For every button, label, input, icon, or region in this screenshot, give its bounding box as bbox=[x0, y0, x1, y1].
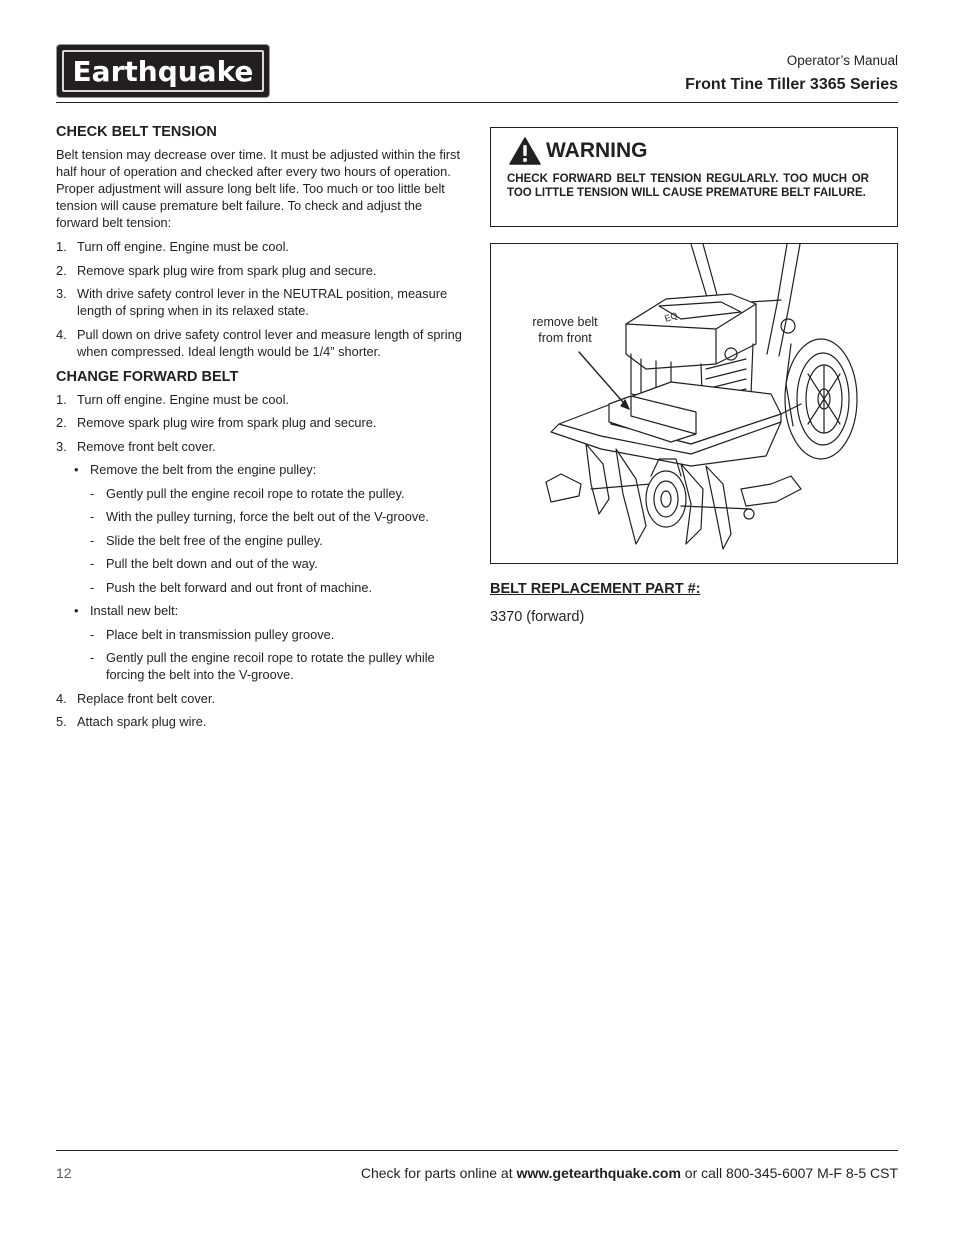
list-item: 3. With drive safety control lever in the NEUTRAL position, measure length of spring when in its relaxed state. bbox=[56, 286, 448, 318]
change-belt-heading: CHANGE FORWARD BELT bbox=[56, 368, 239, 385]
warning-text: CHECK FORWARD BELT TENSION REGULARLY. TOO MUCH OR TOO LITTLE TENSION WILL CAUSE PREMATURE BELT FAILURE. bbox=[507, 173, 869, 199]
list-item: 4. Pull down on drive safety control lever and measure length of spring when compressed. Ideal length would be 1/4” shorter. bbox=[56, 326, 462, 359]
list-item: 4. Replace front belt cover. bbox=[56, 690, 215, 706]
earthquake-logo bbox=[57, 45, 269, 97]
warning-title-row bbox=[509, 137, 648, 165]
bullet-item: • Install new belt: bbox=[74, 603, 179, 618]
warning-triangle-icon bbox=[509, 137, 541, 165]
header-series-title: Front Tine Tiller 3365 Series bbox=[685, 76, 898, 93]
part-value: 3370 (forward) bbox=[490, 609, 585, 625]
dash-item: - Place belt in transmission pulley groove. bbox=[90, 626, 335, 642]
footer-divider bbox=[56, 1150, 898, 1151]
website-link[interactable]: www.getearthquake.com bbox=[516, 1165, 681, 1181]
check-tension-intro: Belt tension may decrease over time. It must be adjusted within the first half hour of operation and checked after every two hours of operation. Proper adjustment will assure long belt life. Too much or too little belt tension will cause premature belt failure. To check and adjust the forward belt tension: bbox=[56, 147, 461, 230]
warning-box bbox=[490, 127, 898, 227]
list-item: 3. Remove front belt cover. bbox=[56, 438, 216, 454]
logo-text: Earthquake bbox=[62, 50, 264, 92]
left-column bbox=[56, 124, 468, 737]
page-number: 12 bbox=[56, 1165, 72, 1181]
footer-text: Check for parts online at www.getearthquake.com or call 800-345-6007 M-F 8-5 CST bbox=[360, 1165, 898, 1181]
part-heading: BELT REPLACEMENT PART #: bbox=[490, 581, 701, 597]
check-tension-steps bbox=[56, 238, 468, 360]
dash-item: - Gently pull the engine recoil rope to rotate the pulley while forcing the belt into the V-groove. bbox=[90, 650, 435, 682]
dash-item: - Gently pull the engine recoil rope to rotate the pulley. bbox=[90, 485, 405, 501]
list-item: 2. Remove spark plug wire from spark plug and secure. bbox=[56, 262, 377, 278]
dash-item: - Pull the belt down and out of the way. bbox=[90, 556, 318, 571]
dash-item: - Slide the belt free of the engine pulley. bbox=[90, 532, 323, 548]
list-item: 5. Attach spark plug wire. bbox=[56, 714, 207, 729]
change-belt-steps bbox=[56, 391, 468, 731]
warning-title: WARNING bbox=[546, 139, 648, 162]
header-divider bbox=[56, 102, 898, 103]
list-item: 2. Remove spark plug wire from spark plug and secure. bbox=[56, 415, 377, 430]
bullet-item: • Remove the belt from the engine pulley: bbox=[74, 462, 317, 477]
svg-text:EQ: EQ bbox=[663, 310, 679, 324]
figure-callout: remove belt from front bbox=[532, 315, 598, 345]
tiller-illustration bbox=[490, 243, 898, 564]
dash-item: - Push the belt forward and out front of machine. bbox=[90, 579, 373, 595]
dash-item: - With the pulley turning, force the belt out of the V-groove. bbox=[90, 509, 429, 524]
header-manual-label: Operator’s Manual bbox=[786, 53, 898, 68]
list-item: 1. Turn off engine. Engine must be cool. bbox=[56, 391, 289, 407]
tiller-drawing bbox=[491, 244, 898, 564]
list-item: 1. Turn off engine. Engine must be cool. bbox=[56, 239, 289, 254]
check-tension-heading: CHECK BELT TENSION bbox=[56, 124, 217, 140]
